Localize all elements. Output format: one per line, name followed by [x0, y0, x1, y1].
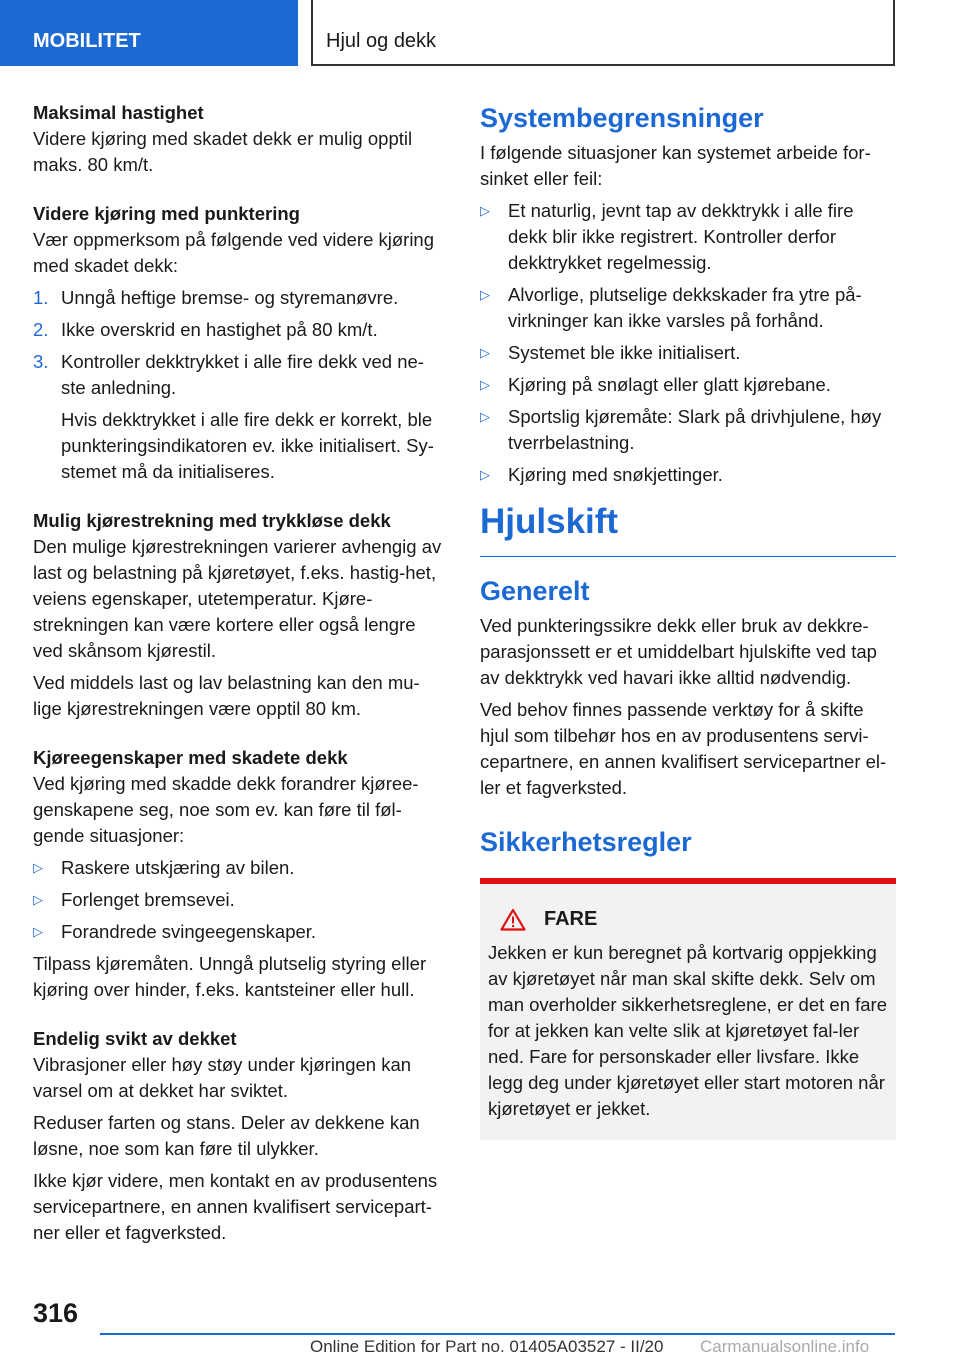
subheading: Maksimal hastighet — [33, 102, 204, 123]
step-number: 1. — [33, 287, 49, 308]
list-item — [33, 349, 448, 485]
section-heading: Generelt — [480, 576, 590, 606]
right-column — [480, 100, 896, 1140]
list-item: ▷ Forandrede svingeegenskaper. — [33, 919, 448, 945]
paragraph: Videre kjøring med skadet dekk er mulig opptil maks. 80 km/t. — [33, 128, 413, 175]
triangle-right-icon: ▷ — [480, 467, 490, 482]
bullet-list — [480, 198, 896, 488]
warning-text: Jekken er kun beregnet på kortvarig oppjekking av kjøretøyet når man skal skifte dekk. Selv om man overholder sikkerhetsreglene, er det en fare for at jekken kan velte slik at kjøretøyet fal-ler ned. Fare for personskader eller livsfare. Ikke legg deg under kjøretøyet eller start motoren når kjøretøyet er jekket. — [488, 942, 887, 1119]
footer-divider — [100, 1333, 895, 1335]
watermark: Carmanualsonline.info — [700, 1337, 870, 1356]
triangle-right-icon: ▷ — [480, 345, 490, 360]
paragraph: Den mulige kjørestrekningen varierer avhengig av last og belastning på kjøretøyet, f.eks. hastig-het, veiens egenskaper, utetemperatur. Kjøre-strekningen kan være kortere eller også lengre ved skånsom kjørestil. — [33, 536, 442, 661]
subheading: Endelig svikt av dekket — [33, 1028, 237, 1049]
paragraph: Vibrasjoner eller høy støy under kjøringen kan varsel om at dekket har sviktet. — [33, 1054, 412, 1101]
chapter-heading: Hjulskift — [480, 500, 896, 557]
step-number: 3. — [33, 351, 49, 372]
step-note: Hvis dekktrykket i alle fire dekk er korrekt, ble punkteringsindikatoren ev. ikke initialisert. Sy-stemet må da initialiseres. — [61, 409, 434, 482]
paragraph: Ikke kjør videre, men kontakt en av produsentens servicepartnere, en annen kvalifisert servicepart-ner eller et fagverksted. — [33, 1170, 438, 1243]
section-heading: Systembegrensninger — [480, 103, 764, 133]
list-item: ▷ Alvorlige, plutselige dekkskader fra ytre på-virkninger kan ikke varsles på forhånd. — [480, 284, 862, 331]
paragraph: Reduser farten og stans. Deler av dekkene kan løsne, noe som kan føre til ulykker. — [33, 1112, 420, 1159]
numbered-list — [33, 285, 448, 485]
paragraph: Ved punkteringssikre dekk eller bruk av dekkre-parasjonssett er et umiddelbart hjulskifte ved tap av dekktrykk ved havari ikke alltid nødvendig. — [480, 615, 877, 688]
list-item: ▷ Et naturlig, jevnt tap av dekktrykk i alle fire dekk blir ikke registrert. Kontroller derfor dekktrykket regelmessig. — [480, 200, 854, 273]
triangle-right-icon: ▷ — [480, 377, 490, 392]
subheading: Videre kjøring med punktering — [33, 203, 300, 224]
subheading: Kjøreegenskaper med skadete dekk — [33, 747, 348, 768]
triangle-right-icon: ▷ — [480, 287, 490, 302]
triangle-right-icon: ▷ — [480, 203, 490, 218]
subheading: Mulig kjørestrekning med trykkløse dekk — [33, 510, 391, 531]
triangle-right-icon: ▷ — [33, 892, 43, 907]
chapter-title: Hjul og dekk — [311, 0, 895, 66]
list-item: ▷ Sportslig kjøremåte: Slark på drivhjulene, høy tverrbelastning. — [480, 406, 882, 453]
list-item — [33, 285, 448, 311]
triangle-right-icon: ▷ — [33, 924, 43, 939]
warning-header — [488, 906, 888, 932]
page-number: 316 — [33, 1298, 79, 1328]
step-text: Unngå heftige bremse- og styremanøvre. — [61, 287, 399, 308]
list-item: ▷ Systemet ble ikke initialisert. — [480, 340, 896, 366]
paragraph: Tilpass kjøremåten. Unngå plutselig styring eller kjøring over hinder, f.eks. kantsteiner eller hull. — [33, 953, 427, 1000]
list-item: ▷ Forlenget bremsevei. — [33, 887, 448, 913]
list-item: ▷ Raskere utskjæring av bilen. — [33, 855, 448, 881]
list-item: ▷ Kjøring med snøkjettinger. — [480, 462, 896, 488]
paragraph: Ved kjøring med skadde dekk forandrer kjøree-genskapene seg, noe som ev. kan føre til føl-gende situasjoner: — [33, 773, 419, 846]
step-text: Kontroller dekktrykket i alle fire dekk ved ne-ste anledning. — [61, 351, 424, 398]
section-tab: MOBILITET — [0, 0, 298, 66]
triangle-right-icon: ▷ — [33, 860, 43, 875]
step-text: Ikke overskrid en hastighet på 80 km/t. — [61, 319, 378, 340]
left-column — [33, 100, 448, 1252]
bullet-list — [33, 855, 448, 945]
warning-triangle-icon — [500, 908, 526, 931]
list-item — [33, 317, 448, 343]
paragraph: Ved middels last og lav belastning kan den mu-lige kjørestrekningen være opptil 80 km. — [33, 672, 420, 719]
paragraph: I følgende situasjoner kan systemet arbeide for-sinket eller feil: — [480, 142, 871, 189]
page-header — [0, 0, 960, 66]
step-number: 2. — [33, 319, 49, 340]
paragraph: Vær oppmerksom på følgende ved videre kjøring med skadet dekk: — [33, 229, 435, 276]
list-item: ▷ Kjøring på snølagt eller glatt kjørebane. — [480, 372, 896, 398]
edition-note: Online Edition for Part no. 01405A03527 - II/20 — [310, 1337, 664, 1356]
paragraph: Ved behov finnes passende verktøy for å skifte hjul som tilbehør hos en av produsentens servi-cepartnere, en annen kvalifisert servicepartner el-ler et fagverksted. — [480, 699, 887, 798]
triangle-right-icon: ▷ — [480, 409, 490, 424]
warning-box — [480, 878, 896, 1140]
section-heading: Sikkerhetsregler — [480, 827, 692, 857]
warning-label: FARE — [544, 908, 598, 930]
